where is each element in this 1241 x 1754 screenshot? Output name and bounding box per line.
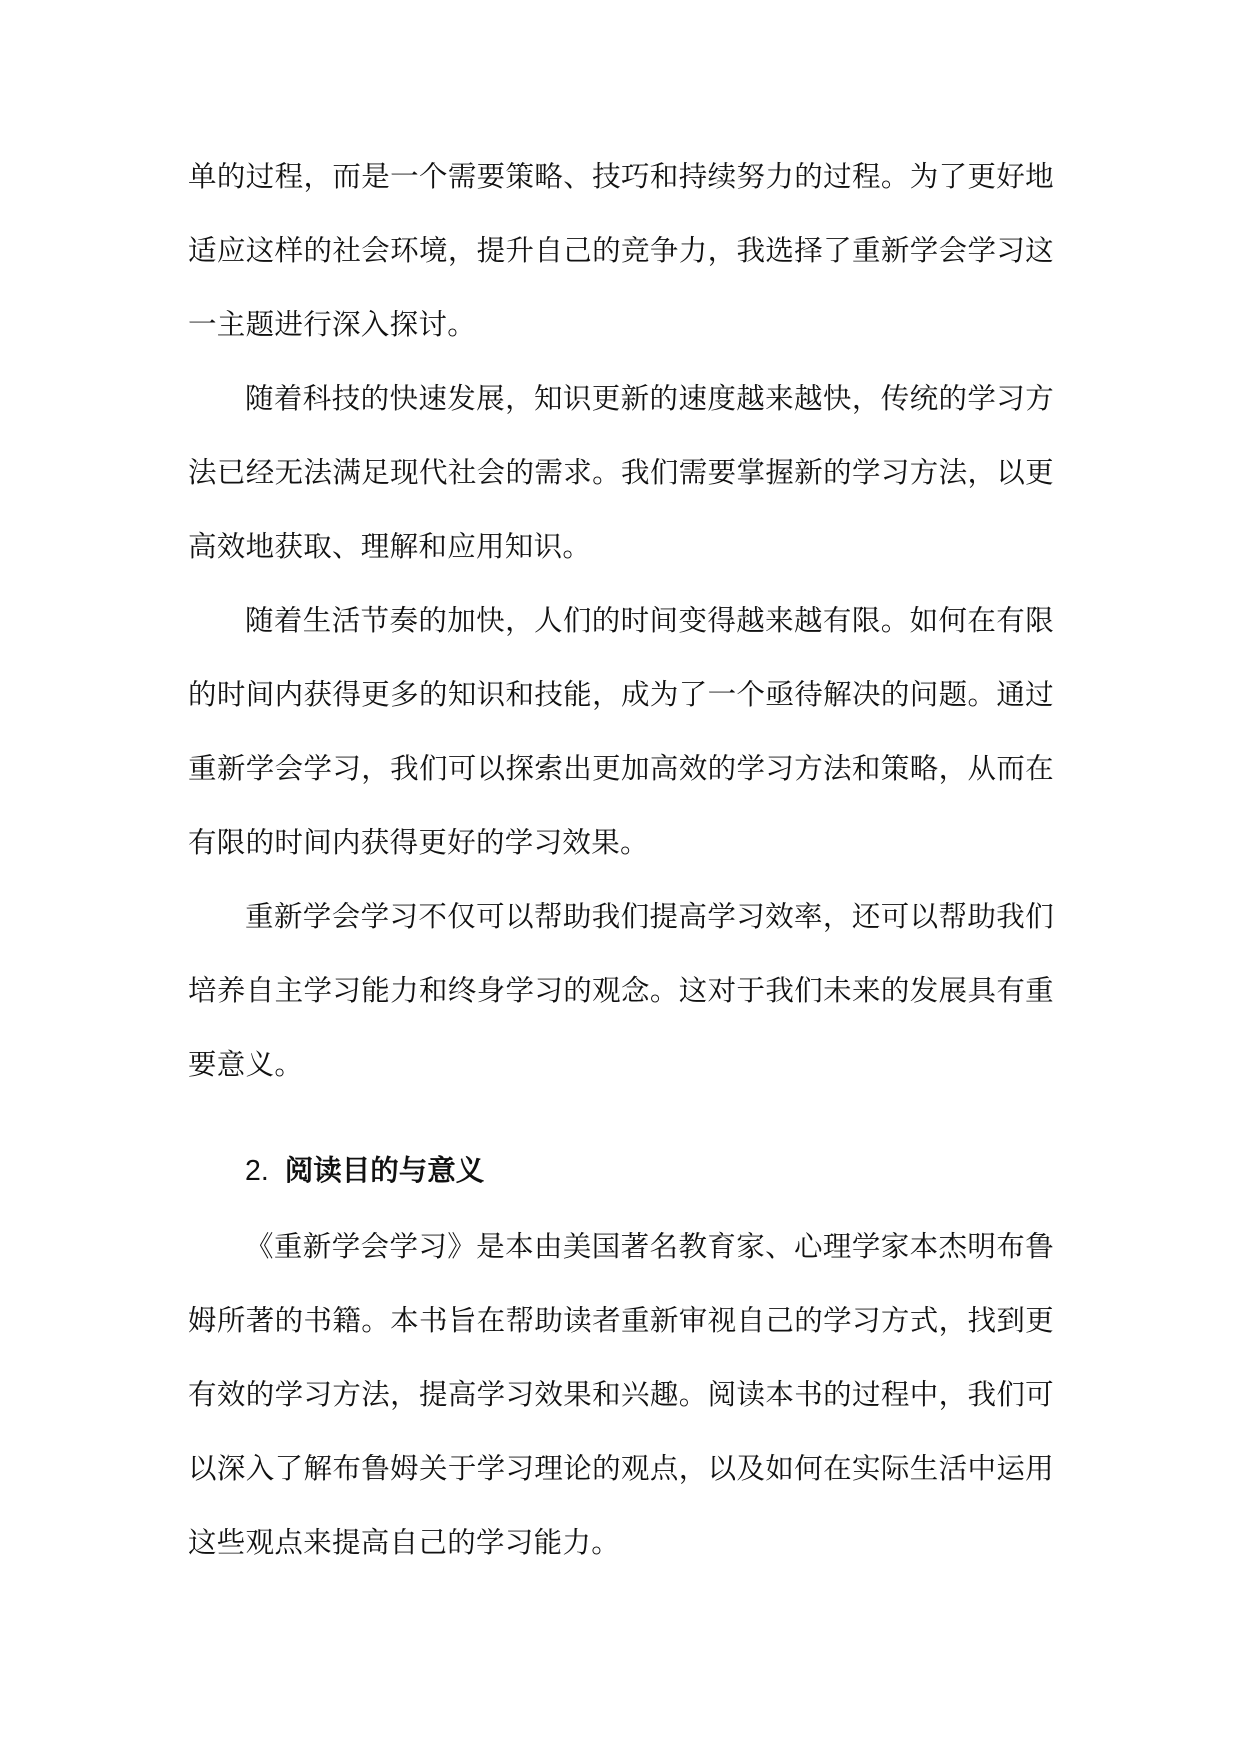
section-heading — [188, 1134, 1054, 1208]
section-title: 阅读目的与意义 — [284, 1154, 485, 1187]
paragraph-tech-development: 随着科技的快速发展，知识更新的速度越来越快，传统的学习方法已经无法满足现代社会的需求。我们需要掌握新的学习方法，以更高效地获取、理解和应用知识。 — [188, 382, 1054, 563]
paragraph-book-intro: 《重新学会学习》是本由美国著名教育家、心理学家本杰明布鲁姆所著的书籍。本书旨在帮助读者重新审视自己的学习方式，找到更有效的学习方法，提高学习效果和兴趣。阅读本书的过程中，我们可以深入了解布鲁姆关于学习理论的观点，以及如何在实际生活中运用这些观点来提高自己的学习能力。 — [188, 1230, 1054, 1559]
paragraph-lifelong-learning: 重新学会学习不仅可以帮助我们提高学习效率，还可以帮助我们培养自主学习能力和终身学习的观念。这对于我们未来的发展具有重要意义。 — [188, 900, 1054, 1081]
paragraph-limited-time: 随着生活节奏的加快，人们的时间变得越来越有限。如何在有限的时间内获得更多的知识和技能，成为了一个亟待解决的问题。通过重新学会学习，我们可以探索出更加高效的学习方法和策略，从而在有限的时间内获得更好的学习效果。 — [188, 604, 1054, 859]
paragraph-continuation: 单的过程，而是一个需要策略、技巧和持续努力的过程。为了更好地适应这样的社会环境，提升自己的竞争力，我选择了重新学会学习这一主题进行深入探讨。 — [188, 160, 1054, 341]
document-page — [188, 140, 1054, 1580]
section-number: 2. — [245, 1155, 269, 1187]
